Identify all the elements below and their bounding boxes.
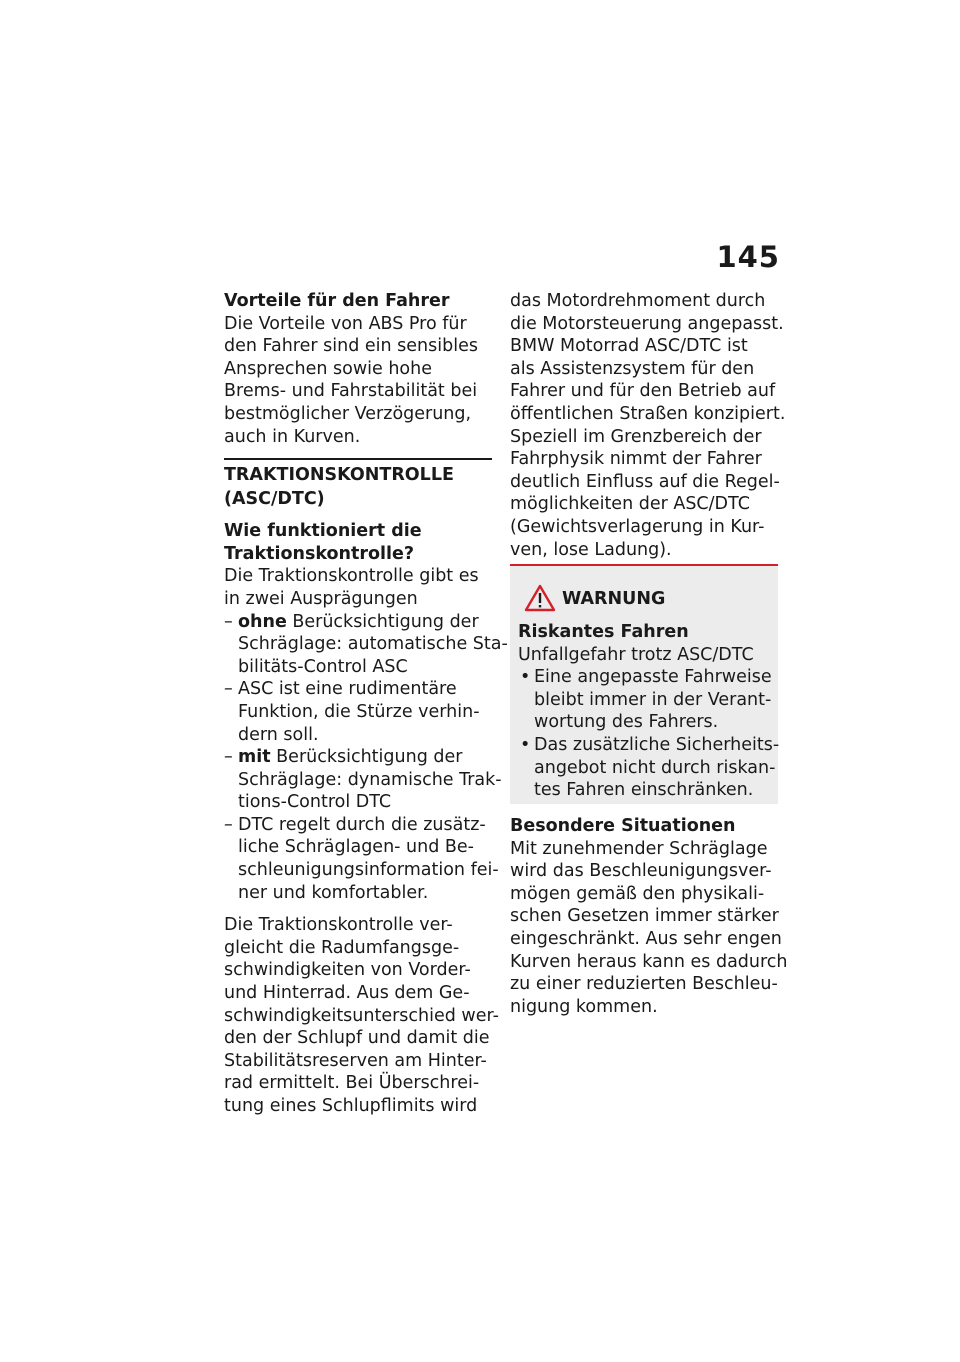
list-item-text: Berücksichtigung der bbox=[270, 747, 463, 768]
right-column bbox=[510, 290, 786, 561]
text-line: den der Schlupf und damit die bbox=[224, 1028, 490, 1049]
text-line: schwindigkeiten von Vorder- bbox=[224, 960, 471, 981]
text-line: BMW Motorrad ASC/DTC ist bbox=[510, 336, 748, 357]
dash-mark: – bbox=[224, 747, 233, 768]
sub-heading: Wie funktioniert die bbox=[224, 521, 422, 542]
list-item-bold: ohne bbox=[238, 611, 287, 632]
dash-mark: – bbox=[224, 679, 233, 700]
text-line: Die Traktionskontrolle ver- bbox=[224, 915, 453, 936]
dash-list bbox=[224, 611, 508, 905]
warning-title: Riskantes Fahren bbox=[518, 622, 689, 642]
text-line: schen Gesetzen immer stärker bbox=[510, 906, 779, 927]
list-item-text: Schräglage: dynamische Trak- bbox=[238, 769, 502, 790]
text-line: auch in Kurven. bbox=[224, 426, 361, 447]
text-line: Brems- und Fahrstabilität bei bbox=[224, 381, 478, 402]
dash-mark: – bbox=[224, 814, 233, 835]
text-line: Speziell im Grenzbereich der bbox=[510, 426, 762, 447]
warning-triangle-icon bbox=[524, 584, 556, 612]
text-line: öffentlichen Straßen konzipiert. bbox=[510, 403, 786, 424]
text-line: Kurven heraus kann es dadurch bbox=[510, 951, 788, 972]
text-line: Stabilitätsreserven am Hinter- bbox=[224, 1050, 487, 1071]
warning-box bbox=[510, 564, 778, 804]
list-item-text: schleunigungsinformation fei- bbox=[238, 860, 499, 881]
text-line: gleicht die Radumfangsge- bbox=[224, 937, 460, 958]
section-divider bbox=[224, 458, 492, 460]
list-item-bold: mit bbox=[238, 747, 271, 768]
text-line: als Assistenzsystem für den bbox=[510, 358, 755, 379]
list-item-text: Schräglage: automatische Sta- bbox=[238, 634, 508, 655]
dash-mark: – bbox=[224, 611, 233, 632]
text-line: mögen gemäß den physikali- bbox=[510, 883, 765, 904]
list-item bbox=[224, 678, 492, 701]
text-line: rad ermittelt. Bei Überschrei- bbox=[224, 1073, 480, 1094]
heading-vorteile: Vorteile für den Fahrer bbox=[224, 291, 450, 311]
list-item-text: bilitäts-Control ASC bbox=[238, 656, 408, 677]
text-line: Ansprechen sowie hohe bbox=[224, 358, 432, 379]
warning-subtitle: Unfallgefahr trotz ASC/DTC bbox=[518, 644, 754, 665]
list-item-text: Funktion, die Stürze verhin- bbox=[238, 701, 480, 722]
text-line: Die Traktionskontrolle gibt es bbox=[224, 566, 479, 587]
right-column-lower bbox=[510, 815, 788, 1018]
list-item-text: Das zusätzliche Sicherheits- bbox=[534, 734, 780, 755]
list-item-text: DTC regelt durch die zusätz- bbox=[238, 814, 486, 835]
text-line: deutlich Einfluss auf die Regel- bbox=[510, 471, 780, 492]
text-line: schwindigkeitsunterschied wer- bbox=[224, 1005, 499, 1026]
list-item bbox=[224, 746, 492, 769]
section-title: TRAKTIONSKONTROLLE bbox=[224, 465, 454, 486]
text-line: zu einer reduzierten Beschleu- bbox=[510, 974, 778, 995]
text-line: Fahrer und für den Betrieb auf bbox=[510, 381, 776, 402]
warning-header bbox=[510, 584, 778, 614]
list-item-text: liche Schräglagen- und Be- bbox=[238, 837, 474, 858]
text-line: eingeschränkt. Aus sehr engen bbox=[510, 928, 782, 949]
text-line: die Motorsteuerung angepasst. bbox=[510, 313, 784, 334]
text-line: ven, lose Ladung). bbox=[510, 539, 672, 560]
warning-body bbox=[518, 621, 780, 802]
warning-label: WARNUNG bbox=[562, 589, 666, 609]
text-line: wird das Beschleunigungsver- bbox=[510, 861, 772, 882]
left-column bbox=[224, 290, 508, 1118]
bullet-mark: • bbox=[520, 667, 531, 688]
list-item bbox=[224, 814, 492, 837]
text-line: das Motordrehmoment durch bbox=[510, 291, 766, 311]
list-item-text: tions-Control DTC bbox=[238, 792, 392, 813]
list-item-text: angebot nicht durch riskan- bbox=[534, 757, 776, 778]
text-line: und Hinterrad. Aus dem Ge- bbox=[224, 983, 470, 1004]
list-item-text: ASC ist eine rudimentäre bbox=[238, 679, 457, 700]
text-line: nigung kommen. bbox=[510, 996, 658, 1017]
text-line: tung eines Schlupflimits wird bbox=[224, 1096, 478, 1116]
list-item-text: dern soll. bbox=[238, 724, 319, 745]
list-item-text: bleibt immer in der Verant- bbox=[534, 689, 772, 710]
page-number: 145 bbox=[716, 240, 780, 274]
text-line: (Gewichtsverlagerung in Kur- bbox=[510, 516, 765, 537]
heading-besondere-situationen: Besondere Situationen bbox=[510, 816, 736, 836]
section-title: (ASC/DTC) bbox=[224, 489, 325, 510]
list-item-text: ner und komfortabler. bbox=[238, 882, 429, 903]
list-item bbox=[518, 666, 776, 689]
list-item bbox=[224, 611, 492, 634]
text-line: möglichkeiten der ASC/DTC bbox=[510, 494, 750, 515]
text-line: den Fahrer sind ein sensibles bbox=[224, 336, 478, 357]
sub-heading: Traktionskontrolle? bbox=[224, 543, 415, 564]
text-line: Mit zunehmender Schräglage bbox=[510, 838, 768, 859]
bullet-mark: • bbox=[520, 734, 531, 755]
text-line: in zwei Ausprägungen bbox=[224, 588, 418, 609]
list-item-text: Berücksichtigung der bbox=[286, 611, 479, 632]
text-line: Fahrphysik nimmt der Fahrer bbox=[510, 449, 762, 470]
list-item-text: tes Fahren einschränken. bbox=[534, 780, 754, 801]
list-item bbox=[518, 734, 780, 757]
text-line: Die Vorteile von ABS Pro für bbox=[224, 313, 467, 334]
list-item-text: Eine angepasste Fahrweise bbox=[534, 667, 772, 688]
text-line: bestmöglicher Verzögerung, bbox=[224, 403, 472, 424]
list-item-text: wortung des Fahrers. bbox=[534, 712, 719, 733]
